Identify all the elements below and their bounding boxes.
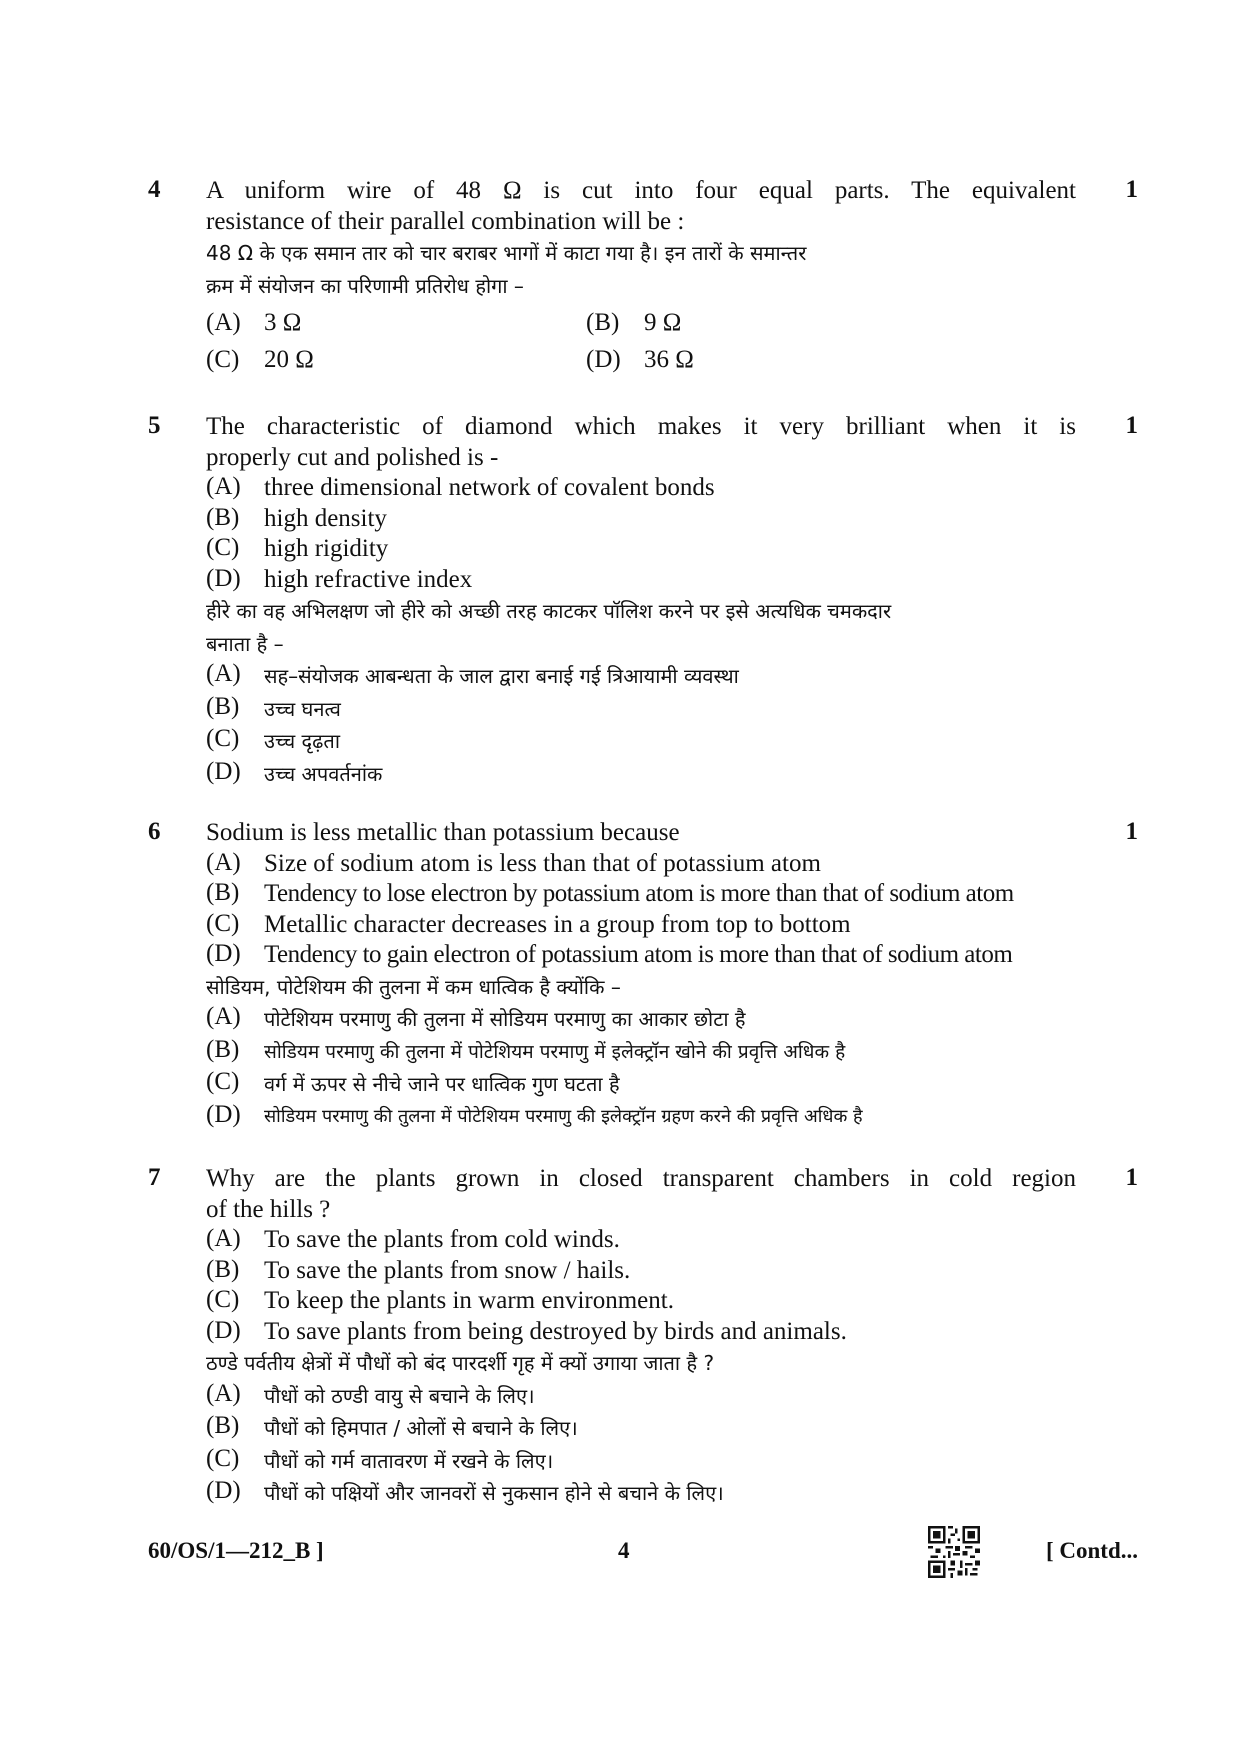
question-body	[206, 176, 1076, 377]
option-text: high refractive index	[264, 565, 473, 593]
question-body	[206, 1164, 1076, 1510]
option-hi-a	[206, 660, 1076, 693]
option-hi-c	[206, 725, 1076, 758]
question-5	[148, 412, 1138, 790]
option-en-c	[206, 534, 1076, 565]
option-text: उच्च घनत्व	[264, 696, 341, 721]
question-text-en: Sodium is less metallic than potassium because	[206, 819, 680, 846]
option-en-d	[206, 1317, 1076, 1348]
option-text: सोडियम परमाणु की तुलना में पोटेशियम परमाणु में इलेक्ट्रॉन खोने की प्रवृत्ति अधिक है	[264, 1040, 846, 1063]
option-label: (A)	[206, 1003, 241, 1030]
question-text-hi: हीरे का वह अभिलक्षण जो हीरे को अच्छी तरह काटकर पॉलिश करने पर इसे अत्यधिक चमकदार	[206, 599, 892, 623]
option-hi-d	[206, 1101, 1126, 1134]
question-4	[148, 176, 1138, 377]
option-en-c	[206, 910, 1126, 941]
option-label: (D)	[206, 1100, 241, 1128]
option-text: 36 Ω	[644, 346, 694, 373]
option-label: (D)	[206, 1316, 241, 1344]
option-label: (A)	[206, 473, 241, 500]
option-hi-d	[206, 1477, 1076, 1510]
option-a	[206, 306, 586, 340]
question-text-en: The characteristic of diamond which makes it very brilliant when it is	[206, 413, 1076, 440]
option-hi-b	[206, 1412, 1076, 1445]
option-text: पौधों को हिमपात / ओलों से बचाने के लिए।	[264, 1416, 578, 1440]
option-hi-a	[206, 1003, 1126, 1036]
option-text: पौधों को ठण्डी वायु से बचाने के लिए।	[264, 1383, 535, 1408]
question-text-hi: 48 Ω के एक समान तार को चार बराबर भागों में काटा गया है। इन तारों के समान्तर	[206, 241, 807, 265]
option-label: (A)	[206, 1225, 241, 1252]
page-number: 4	[618, 1538, 630, 1563]
option-label: (D)	[206, 940, 241, 967]
option-en-a	[206, 473, 1076, 504]
question-body	[206, 412, 1076, 790]
option-label: (B)	[206, 692, 240, 720]
question-6	[148, 818, 1138, 1133]
question-text-en: Why are the plants grown in closed transparent chambers in cold region	[206, 1165, 1076, 1192]
option-label: (B)	[586, 309, 620, 336]
question-text-en: A uniform wire of 48 Ω is cut into four equal parts. The equivalent	[206, 177, 1076, 204]
option-label: (A)	[206, 848, 241, 876]
question-text-hi: बनाता है –	[206, 631, 284, 656]
option-text: To keep the plants in warm environment.	[264, 1287, 674, 1314]
question-7	[148, 1164, 1138, 1510]
option-label: (D)	[586, 346, 621, 373]
option-text: three dimensional network of covalent bonds	[264, 474, 715, 501]
option-en-c	[206, 1286, 1076, 1317]
option-text: उच्च अपवर्तनांक	[264, 761, 383, 786]
option-text: 3 Ω	[264, 309, 302, 336]
option-text: सोडियम परमाणु की तुलना में पोटेशियम परमाणु की इलेक्ट्रॉन ग्रहण करने की प्रवृत्ति अधिक है	[264, 1105, 863, 1127]
question-marks: 1	[1125, 818, 1138, 845]
continued-label: [ Contd...	[1045, 1538, 1138, 1563]
option-b	[586, 306, 966, 340]
option-text: Tendency to gain electron of potassium atom is more than that of sodium atom	[264, 941, 1013, 968]
question-marks: 1	[1125, 1164, 1138, 1191]
option-label: (C)	[206, 346, 240, 373]
option-en-a	[206, 1225, 1076, 1256]
option-text: पोटेशियम परमाणु की तुलना में सोडियम परमाणु का आकार छोटा है	[264, 1007, 746, 1031]
question-text-hi: सोडियम, पोटेशियम की तुलना में कम धात्विक है क्योंकि –	[206, 974, 621, 999]
option-text: पौधों को पक्षियों और जानवरों से नुकसान होने से बचाने के लिए।	[264, 1481, 724, 1505]
page-footer	[148, 1538, 1138, 1588]
option-label: (B)	[206, 1035, 240, 1063]
option-hi-a	[206, 1380, 1076, 1413]
option-label: (D)	[206, 757, 241, 785]
option-label: (D)	[206, 564, 241, 592]
option-hi-c	[206, 1445, 1076, 1478]
paper-code: 60/OS/1—212_B ]	[148, 1538, 324, 1563]
option-text: 9 Ω	[644, 309, 682, 336]
option-label: (C)	[206, 1286, 240, 1313]
option-label: (A)	[206, 1379, 241, 1407]
option-en-b	[206, 504, 1076, 535]
option-text: Size of sodium atom is less than that of potassium atom	[264, 849, 821, 877]
option-label: (B)	[206, 1255, 240, 1283]
option-label: (C)	[206, 1068, 240, 1095]
option-c	[206, 343, 586, 377]
option-text: 20 Ω	[264, 346, 314, 373]
option-text: To save the plants from snow / hails.	[264, 1256, 631, 1284]
option-text: Tendency to lose electron by potassium atom is more than that of sodium atom	[264, 880, 1014, 907]
question-text-en: properly cut and polished is -	[206, 443, 499, 471]
option-en-d	[206, 940, 1126, 971]
option-text: high rigidity	[264, 535, 389, 562]
option-label: (D)	[206, 1477, 241, 1504]
option-text: high density	[264, 504, 387, 532]
question-text-hi: ठण्डे पर्वतीय क्षेत्रों में पौधों को बंद पारदर्शी गृह में क्यों उगाया जाता है ?	[206, 1351, 715, 1375]
question-text-en: of the hills ?	[206, 1195, 331, 1223]
option-text: Metallic character decreases in a group from top to bottom	[264, 910, 851, 938]
option-en-a	[206, 849, 1126, 880]
question-body	[206, 818, 1126, 1133]
option-text: To save the plants from cold winds.	[264, 1226, 620, 1253]
option-label: (B)	[206, 1412, 240, 1439]
option-text: वर्ग में ऊपर से नीचे जाने पर धात्विक गुण घटता है	[264, 1072, 620, 1096]
question-number: 7	[148, 1164, 161, 1191]
option-text: सह–संयोजक आबन्धता के जाल द्वारा बनाई गई त्रिआयामी व्यवस्था	[264, 664, 739, 688]
option-label: (C)	[206, 725, 240, 752]
option-en-b	[206, 879, 1126, 910]
option-text: To save plants from being destroyed by birds and animals.	[264, 1317, 847, 1345]
option-label: (C)	[206, 1444, 240, 1472]
question-text-en: resistance of their parallel combination will be :	[206, 207, 685, 235]
question-text-hi: क्रम में संयोजन का परिणामी प्रतिरोध होगा –	[206, 273, 524, 298]
option-hi-d	[206, 758, 1076, 791]
question-number: 4	[148, 176, 161, 203]
option-label: (B)	[206, 879, 240, 906]
option-en-d	[206, 565, 1076, 596]
question-marks: 1	[1125, 176, 1138, 203]
option-label: (A)	[206, 660, 241, 687]
qr-code-icon	[928, 1526, 980, 1578]
option-label: (C)	[206, 534, 240, 561]
option-en-b	[206, 1256, 1076, 1287]
question-number: 5	[148, 412, 161, 439]
options-grid	[206, 306, 1076, 377]
option-label: (A)	[206, 309, 241, 336]
option-text: पौधों को गर्म वातावरण में रखने के लिए।	[264, 1448, 554, 1473]
option-label: (B)	[206, 503, 240, 531]
question-marks: 1	[1125, 412, 1138, 439]
option-hi-b	[206, 1036, 1126, 1069]
option-label: (C)	[206, 909, 240, 937]
option-text: उच्च दृढ़ता	[264, 729, 341, 753]
question-number: 6	[148, 818, 161, 845]
option-hi-b	[206, 693, 1076, 726]
option-hi-c	[206, 1068, 1126, 1101]
option-d	[586, 343, 966, 377]
